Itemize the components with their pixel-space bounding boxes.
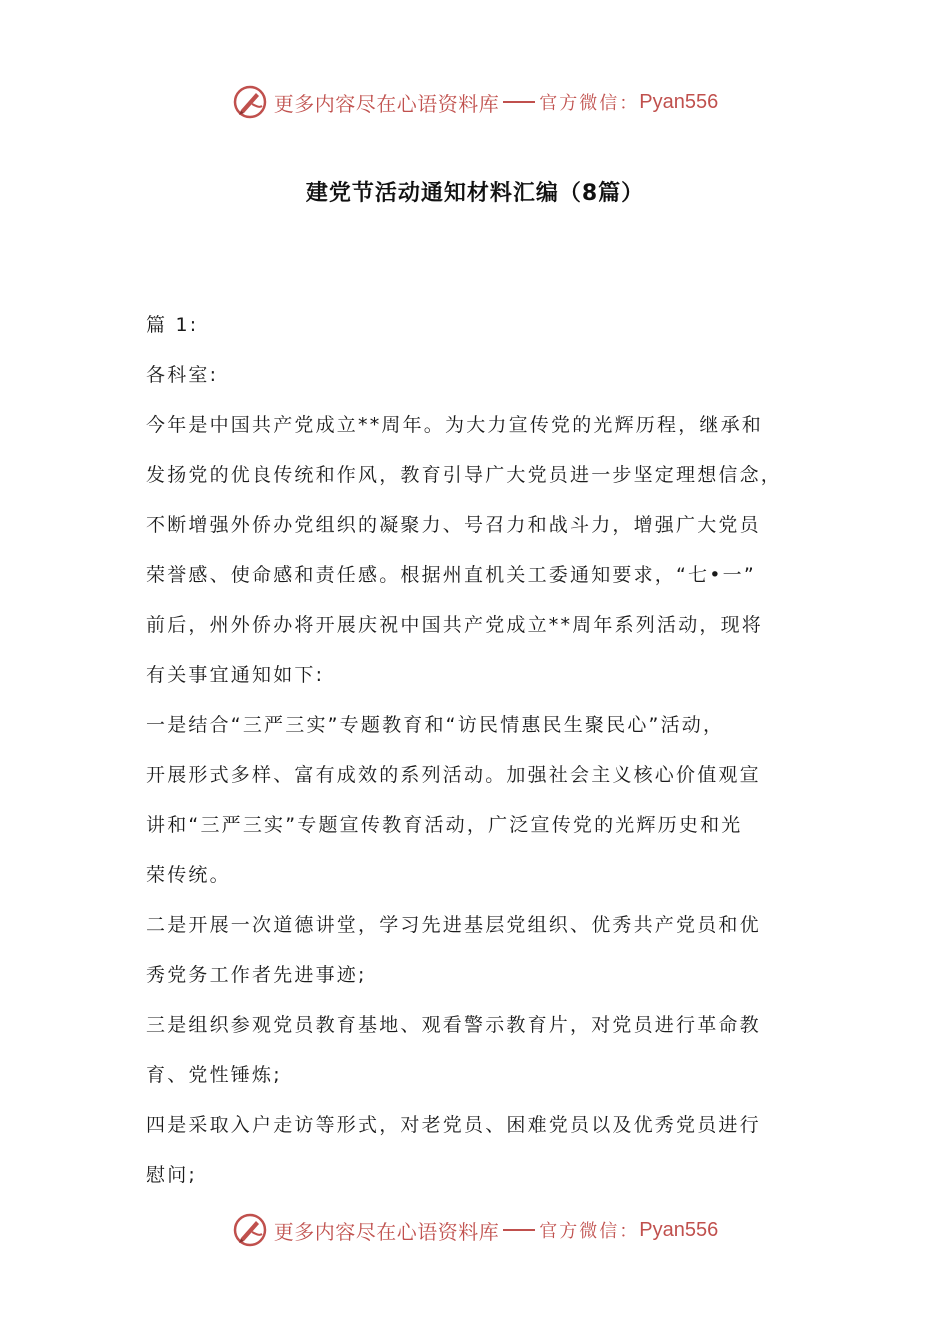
document-body: [146, 300, 814, 1200]
body-line: 开展形式多样、富有成效的系列活动。加强社会主义核心价值观宣: [146, 764, 761, 786]
pen-logo-icon: [232, 84, 268, 120]
body-line: 二是开展一次道德讲堂，学习先进基层党组织、优秀共产党员和优: [146, 914, 761, 936]
body-line: 育、党性锤炼;: [146, 1064, 282, 1086]
body-line: 各科室:: [146, 364, 219, 386]
body-line: 前后，州外侨办将开展庆祝中国共产党成立**周年系列活动，现将: [146, 614, 764, 636]
banner-wechat-label: 官方微信：: [539, 93, 640, 114]
body-line: 慰问;: [146, 1164, 198, 1186]
body-line: 篇 1:: [146, 314, 199, 336]
body-line: 三是组织参观党员教育基地、观看警示教育片，对党员进行革命教: [146, 1014, 761, 1036]
body-line: 四是采取入户走访等形式，对老党员、困难党员以及优秀党员进行: [146, 1114, 761, 1136]
body-line: 荣传统。: [146, 864, 231, 886]
banner-dash: [503, 1229, 535, 1231]
body-line: 一是结合“三严三实”专题教育和“访民情惠民生聚民心”活动，: [146, 714, 725, 736]
header-banner: [0, 80, 950, 124]
banner-text: 更多内容尽在心语资料库: [273, 1219, 500, 1244]
body-line: 有关事宜通知如下:: [146, 664, 325, 686]
body-line: 不断增强外侨办党组织的凝聚力、号召力和战斗力，增强广大党员: [146, 514, 761, 536]
body-line: 荣誉感、使命感和责任感。根据州直机关工委通知要求，“七•一”: [146, 564, 756, 586]
pen-logo-icon: [232, 1212, 268, 1248]
banner-dash: [503, 101, 535, 103]
banner-wechat-id: Pyan556: [639, 1218, 719, 1241]
footer-banner: [0, 1208, 950, 1252]
body-line: 今年是中国共产党成立**周年。为大力宣传党的光辉历程，继承和: [146, 414, 764, 436]
body-line: 秀党务工作者先进事迹;: [146, 964, 367, 986]
document-title: 建党节活动通知材料汇编（8篇）: [305, 181, 645, 206]
banner-wechat-id: Pyan556: [639, 90, 719, 113]
banner-wechat-label: 官方微信：: [539, 1221, 640, 1242]
banner-text: 更多内容尽在心语资料库: [273, 91, 500, 116]
body-line: 讲和“三严三实”专题宣传教育活动，广泛宣传党的光辉历史和光: [146, 814, 743, 836]
body-line: 发扬党的优良传统和作风，教育引导广大党员进一步坚定理想信念，: [146, 464, 783, 486]
